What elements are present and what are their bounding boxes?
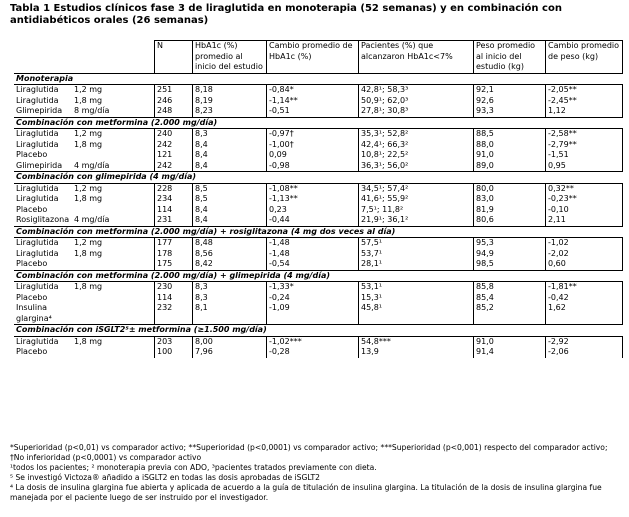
treatment-dose: 1,2 mg <box>74 238 103 247</box>
table-row <box>14 293 623 304</box>
section-title: Combinación con glimepirida (4 mg/día) <box>14 172 623 184</box>
cell-weight: 92,1 <box>474 85 546 96</box>
treatment-cell <box>14 161 155 172</box>
treatment-name: Liraglutida <box>16 139 59 149</box>
table-row <box>14 303 623 325</box>
table-row <box>14 205 623 216</box>
cell-weight: 85,4 <box>474 293 546 304</box>
cell-patients: 53,1¹ <box>359 282 474 293</box>
treatment-name: Placebo <box>16 347 48 356</box>
table-row <box>14 85 623 96</box>
cell-wchange: -1,51 <box>546 150 623 161</box>
treatment-cell <box>14 347 155 358</box>
treatment-cell <box>14 183 155 194</box>
cell-change: -1,14** <box>267 96 359 107</box>
cell-change: -0,28 <box>267 347 359 358</box>
cell-n: 114 <box>155 293 193 304</box>
table-row <box>14 249 623 260</box>
cell-hba1c: 8,56 <box>193 249 267 260</box>
cell-change: -1,33* <box>267 282 359 293</box>
treatment-cell <box>14 194 155 205</box>
cell-weight: 91,4 <box>474 347 546 358</box>
cell-n: 203 <box>155 336 193 347</box>
cell-wchange: 1,62 <box>546 303 623 325</box>
cell-patients: 54,8*** <box>359 336 474 347</box>
cell-change: -1,02*** <box>267 336 359 347</box>
treatment-name: Liraglutida <box>16 194 59 203</box>
table-row <box>14 259 623 270</box>
section-title: Combinación con metformina (2.000 mg/día) + rosiglitazona (4 mg dos veces al día) <box>14 226 623 238</box>
cell-n: 246 <box>155 96 193 107</box>
cell-wchange: -2,45** <box>546 96 623 107</box>
cell-change: -1,00† <box>267 140 359 151</box>
cell-wchange: -0,10 <box>546 205 623 216</box>
header-patients: Pacientes (%) que alcanzaron HbA1c<7% <box>359 41 474 74</box>
cell-patients: 10,8¹; 22,5² <box>359 150 474 161</box>
cell-hba1c: 8,48 <box>193 238 267 249</box>
cell-weight: 91,0 <box>474 336 546 347</box>
section-title: Combinación con metformina (2.000 mg/día) + glimepirida (4 mg/día) <box>14 270 623 282</box>
treatment-cell <box>14 259 155 270</box>
treatment-name: Glimepirida <box>16 160 63 170</box>
cell-wchange: -2,58** <box>546 129 623 140</box>
table-row <box>14 129 623 140</box>
treatment-name: Liraglutida <box>16 336 59 346</box>
cell-wchange: -2,79** <box>546 140 623 151</box>
treatment-dose: 1,8 mg <box>74 139 103 149</box>
table-row <box>14 282 623 293</box>
treatment-name: Placebo <box>16 204 48 214</box>
treatment-cell <box>14 150 155 161</box>
cell-n: 231 <box>155 215 193 226</box>
treatment-dose: 1,2 mg <box>74 85 103 94</box>
cell-change: -0,97† <box>267 129 359 140</box>
cell-hba1c: 8,4 <box>193 205 267 216</box>
cell-hba1c: 8,00 <box>193 336 267 347</box>
cell-hba1c: 8,4 <box>193 215 267 226</box>
section-title: Monoterapia <box>14 73 623 85</box>
cell-patients: 28,1¹ <box>359 259 474 270</box>
treatment-cell <box>14 85 155 96</box>
cell-patients: 45,8¹ <box>359 303 474 325</box>
cell-wchange: -2,05** <box>546 85 623 96</box>
table-row <box>14 336 623 347</box>
treatment-cell <box>14 303 155 325</box>
cell-wchange: -0,23** <box>546 194 623 205</box>
cell-weight: 88,5 <box>474 129 546 140</box>
table-row <box>14 150 623 161</box>
table-title: Tabla 1 Estudios clínicos fase 3 de liraglutida en monoterapia (52 semanas) y en combinación con antidiabéticos orales (26 semanas) <box>10 3 562 26</box>
cell-weight: 94,9 <box>474 249 546 260</box>
cell-weight: 93,3 <box>474 106 546 117</box>
treatment-dose: 8 mg/día <box>74 106 110 115</box>
treatment-cell <box>14 140 155 151</box>
cell-n: 228 <box>155 183 193 194</box>
cell-hba1c: 8,42 <box>193 259 267 270</box>
section-title: Combinación con iSGLT2⁵± metformina (≥1.500 mg/día) <box>14 325 623 337</box>
treatment-name: Rosiglitazona <box>16 215 70 224</box>
table-row <box>14 238 623 249</box>
table-row <box>14 96 623 107</box>
cell-hba1c: 8,4 <box>193 161 267 172</box>
treatment-cell <box>14 215 155 226</box>
cell-n: 251 <box>155 85 193 96</box>
cell-change: -0,98 <box>267 161 359 172</box>
cell-n: 232 <box>155 303 193 325</box>
cell-weight: 83,0 <box>474 194 546 205</box>
treatment-cell <box>14 249 155 260</box>
header-empty <box>14 41 155 74</box>
section-header <box>14 117 623 129</box>
cell-weight: 92,6 <box>474 96 546 107</box>
table-row <box>14 194 623 205</box>
cell-n: 248 <box>155 106 193 117</box>
footnote: ¹todos los pacientes; ² monoterapia previa con ADO, ³pacientes tratados previamente con dieta. <box>10 463 377 472</box>
cell-patients: 7,5¹; 11,8² <box>359 205 474 216</box>
treatment-dose: 1,2 mg <box>74 129 103 138</box>
cell-weight: 80,0 <box>474 183 546 194</box>
treatment-dose: 4 mg/día <box>74 160 110 170</box>
cell-n: 114 <box>155 205 193 216</box>
footnotes <box>10 443 622 503</box>
cell-weight: 89,0 <box>474 161 546 172</box>
cell-patients: 57,5¹ <box>359 238 474 249</box>
cell-weight: 91,0 <box>474 150 546 161</box>
cell-weight: 85,8 <box>474 282 546 293</box>
cell-wchange: -1,81** <box>546 282 623 293</box>
cell-change: 0,23 <box>267 205 359 216</box>
cell-hba1c: 8,5 <box>193 194 267 205</box>
cell-n: 175 <box>155 259 193 270</box>
treatment-dose: 1,8 mg <box>74 282 103 291</box>
footnote: *Superioridad (p<0,01) vs comparador activo; **Superioridad (p<0,0001) vs comparador activo; ***Superioridad (p<0,001) respecto del comparador activo; †No inferioridad (p<0,0001) vs comparador activo <box>10 443 608 462</box>
cell-patients: 42,8¹; 58,3³ <box>359 85 474 96</box>
section-title: Combinación con metformina (2.000 mg/día) <box>14 117 623 129</box>
header-change-hba1c: Cambio promedio de HbA1c (%) <box>267 41 359 74</box>
treatment-cell <box>14 238 155 249</box>
cell-hba1c: 8,3 <box>193 129 267 140</box>
table-row <box>14 347 623 358</box>
cell-change: -0,44 <box>267 215 359 226</box>
cell-change: -1,48 <box>267 249 359 260</box>
cell-change: 0,09 <box>267 150 359 161</box>
cell-patients: 42,4¹; 66,3² <box>359 140 474 151</box>
cell-change: -0,24 <box>267 293 359 304</box>
cell-n: 240 <box>155 129 193 140</box>
cell-change: -1,13** <box>267 194 359 205</box>
treatment-name: Liraglutida <box>16 238 59 247</box>
cell-n: 230 <box>155 282 193 293</box>
cell-n: 178 <box>155 249 193 260</box>
section-header <box>14 325 623 337</box>
cell-wchange: 2,11 <box>546 215 623 226</box>
treatment-cell <box>14 282 155 293</box>
table-row <box>14 140 623 151</box>
treatment-cell <box>14 336 155 347</box>
section-header <box>14 172 623 184</box>
header-weight: Peso promedio al inicio del estudio (kg) <box>474 41 546 74</box>
treatment-name: Placebo <box>16 292 48 302</box>
treatment-cell <box>14 96 155 107</box>
cell-n: 234 <box>155 194 193 205</box>
cell-wchange: -1,02 <box>546 238 623 249</box>
cell-weight: 81,9 <box>474 205 546 216</box>
footnote: ⁴ La dosis de insulina glargina fue abierta y aplicada de acuerdo a la guía de titulación de insulina glargina. La titulación de la dosis de insulina glargina fue manejada por el paciente luego de ser instruido por el investigador. <box>10 483 602 502</box>
cell-patients: 27,8¹; 30,8³ <box>359 106 474 117</box>
cell-hba1c: 8,3 <box>193 293 267 304</box>
cell-patients: 53,7¹ <box>359 249 474 260</box>
cell-patients: 41,6¹; 55,9² <box>359 194 474 205</box>
treatment-name: Placebo <box>16 259 48 268</box>
treatment-dose: 1,8 mg <box>74 95 103 105</box>
header-n: N <box>155 41 193 74</box>
cell-patients: 36,3¹; 56,0² <box>359 161 474 172</box>
cell-hba1c: 7,96 <box>193 347 267 358</box>
cell-hba1c: 8,5 <box>193 183 267 194</box>
treatment-dose: 1,8 mg <box>74 248 103 258</box>
cell-n: 242 <box>155 161 193 172</box>
cell-weight: 95,3 <box>474 238 546 249</box>
table-row <box>14 106 623 117</box>
cell-patients: 50,9¹; 62,0³ <box>359 96 474 107</box>
cell-n: 121 <box>155 150 193 161</box>
cell-n: 100 <box>155 347 193 358</box>
cell-change: -0,54 <box>267 259 359 270</box>
cell-patients: 35,3¹; 52,8² <box>359 129 474 140</box>
treatment-name: Liraglutida <box>16 129 59 138</box>
cell-hba1c: 8,23 <box>193 106 267 117</box>
cell-change: -1,08** <box>267 183 359 194</box>
cell-hba1c: 8,1 <box>193 303 267 325</box>
treatment-name: Placebo <box>16 150 48 159</box>
header-hba1c: HbA1c (%) promedio al inicio del estudio <box>193 41 267 74</box>
clinical-trials-table <box>14 40 623 358</box>
treatment-dose: 1,2 mg <box>74 183 103 193</box>
treatment-dose: 1,8 mg <box>74 194 103 203</box>
cell-weight: 98,5 <box>474 259 546 270</box>
cell-wchange: -2,92 <box>546 336 623 347</box>
treatment-dose: 1,8 mg <box>74 336 103 346</box>
cell-n: 242 <box>155 140 193 151</box>
cell-patients: 34,5¹; 57,4² <box>359 183 474 194</box>
cell-hba1c: 8,4 <box>193 140 267 151</box>
cell-wchange: 0,95 <box>546 161 623 172</box>
treatment-name: Glimepirida <box>16 106 63 115</box>
cell-change: -1,09 <box>267 303 359 325</box>
header-change-weight: Cambio promedio de peso (kg) <box>546 41 623 74</box>
table-body <box>14 73 623 358</box>
treatment-cell <box>14 106 155 117</box>
cell-change: -1,48 <box>267 238 359 249</box>
table-row <box>14 215 623 226</box>
table-row <box>14 183 623 194</box>
cell-change: -0,84* <box>267 85 359 96</box>
header-row <box>14 41 623 74</box>
cell-wchange: 0,32** <box>546 183 623 194</box>
cell-wchange: 1,12 <box>546 106 623 117</box>
cell-wchange: -0,42 <box>546 293 623 304</box>
section-header <box>14 226 623 238</box>
treatment-name: Liraglutida <box>16 282 59 291</box>
treatment-cell <box>14 205 155 216</box>
treatment-cell <box>14 293 155 304</box>
table-row <box>14 161 623 172</box>
cell-patients: 15,3¹ <box>359 293 474 304</box>
treatment-name: Liraglutida <box>16 183 59 193</box>
cell-wchange: -2,06 <box>546 347 623 358</box>
cell-hba1c: 8,18 <box>193 85 267 96</box>
treatment-name: Insulina glargina⁴ <box>16 303 52 323</box>
cell-hba1c: 8,4 <box>193 150 267 161</box>
treatment-name: Liraglutida <box>16 248 59 258</box>
cell-patients: 21,9¹; 36,1² <box>359 215 474 226</box>
treatment-dose: 4 mg/día <box>74 215 110 224</box>
treatment-cell <box>14 129 155 140</box>
section-header <box>14 270 623 282</box>
cell-wchange: 0,60 <box>546 259 623 270</box>
cell-change: -0,51 <box>267 106 359 117</box>
cell-weight: 88,0 <box>474 140 546 151</box>
treatment-name: Liraglutida <box>16 95 59 105</box>
cell-wchange: -2,02 <box>546 249 623 260</box>
cell-patients: 13,9 <box>359 347 474 358</box>
cell-hba1c: 8,3 <box>193 282 267 293</box>
treatment-name: Liraglutida <box>16 85 59 94</box>
cell-hba1c: 8,19 <box>193 96 267 107</box>
cell-n: 177 <box>155 238 193 249</box>
section-header <box>14 73 623 85</box>
footnote: ⁵ Se investigó Victoza® añadido a iSGLT2 en todas las dosis aprobadas de iSGLT2 <box>10 473 321 482</box>
cell-weight: 80,6 <box>474 215 546 226</box>
cell-weight: 85,2 <box>474 303 546 325</box>
